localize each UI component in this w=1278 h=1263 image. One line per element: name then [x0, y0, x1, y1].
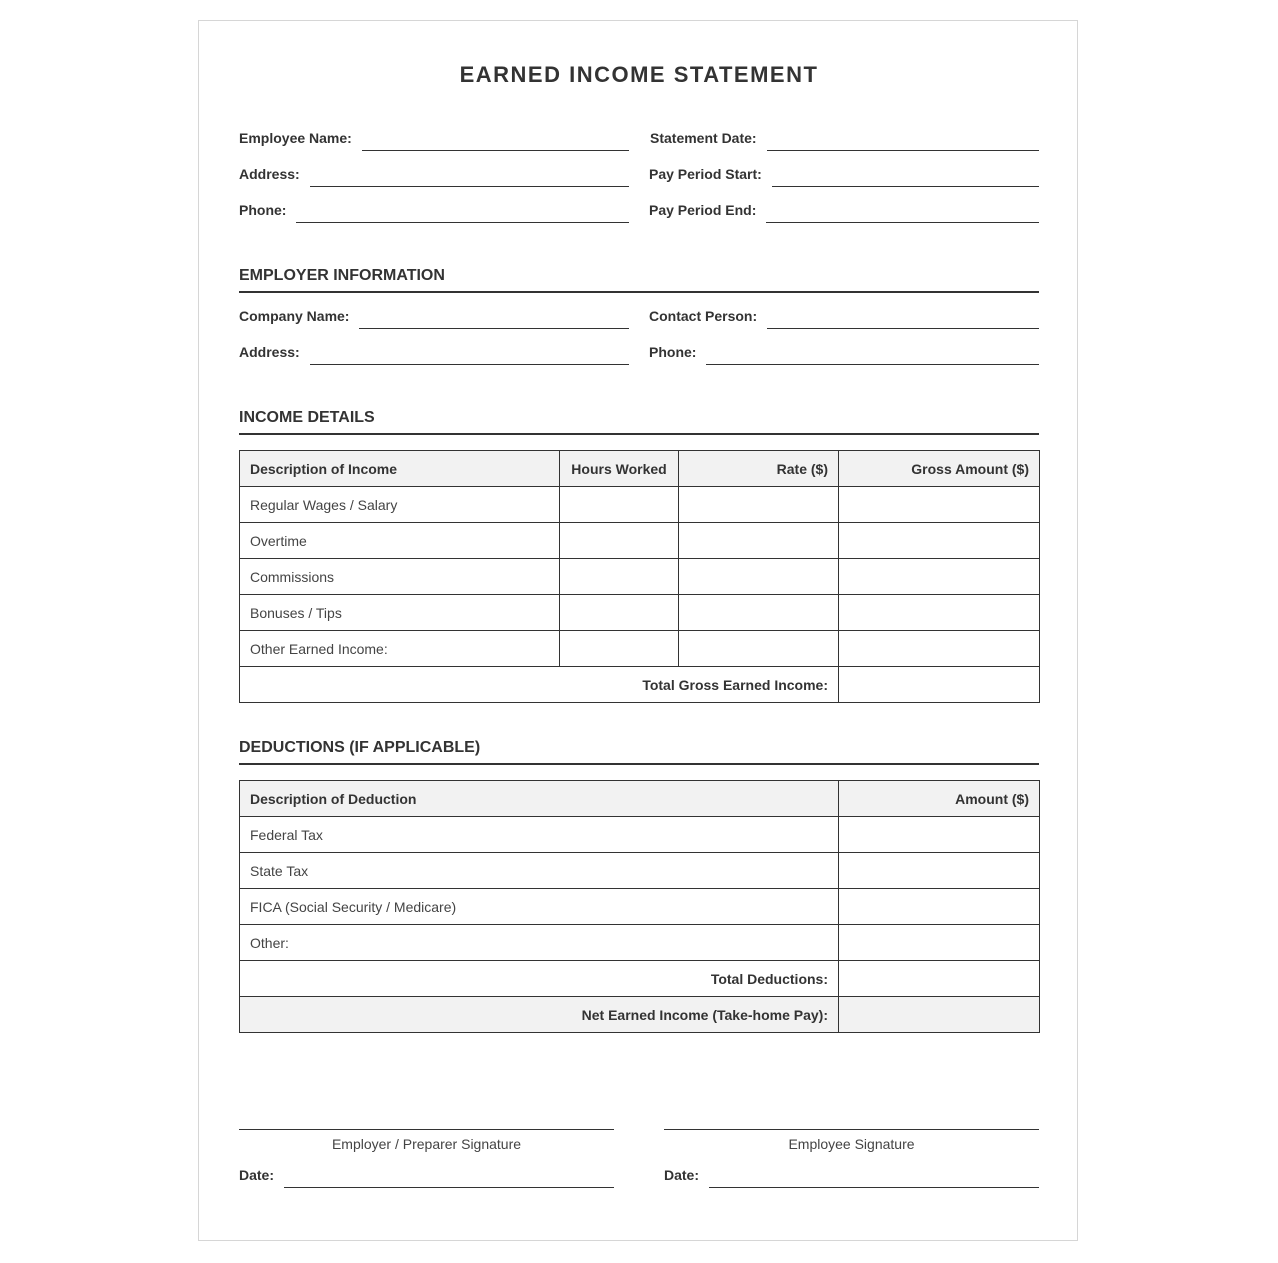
income-col-hours: Hours Worked [560, 451, 679, 487]
pay-period-end-field[interactable] [649, 199, 1039, 223]
contact-person-field[interactable] [649, 305, 1039, 329]
form-page [198, 20, 1078, 1241]
income-col-gross: Gross Amount ($) [839, 451, 1040, 487]
employer-phone-label: Phone: [649, 344, 697, 360]
deductions-col-description: Description of Deduction [240, 781, 839, 817]
employer-address-field[interactable] [239, 341, 629, 365]
table-row [240, 853, 1040, 889]
deductions-table [239, 780, 1040, 1033]
employer-address-line[interactable] [310, 341, 629, 365]
income-row-label: Other Earned Income: [240, 631, 560, 667]
hours-cell[interactable] [560, 595, 679, 631]
employee-address-line[interactable] [310, 163, 629, 187]
amount-cell[interactable] [839, 817, 1040, 853]
rate-cell[interactable] [679, 487, 839, 523]
employer-signature-line[interactable] [239, 1129, 614, 1130]
gross-cell[interactable] [839, 559, 1040, 595]
pay-period-start-field[interactable] [649, 163, 1039, 187]
gross-cell[interactable] [839, 595, 1040, 631]
statement-date-line[interactable] [767, 127, 1039, 151]
employee-signature-block [664, 1129, 1039, 1152]
hours-cell[interactable] [560, 559, 679, 595]
rate-cell[interactable] [679, 559, 839, 595]
pay-period-start-line[interactable] [772, 163, 1039, 187]
employer-phone-line[interactable] [706, 341, 1039, 365]
hours-cell[interactable] [560, 631, 679, 667]
income-row-label: Commissions [240, 559, 560, 595]
table-row [240, 487, 1040, 523]
amount-cell[interactable] [839, 853, 1040, 889]
employer-date-label: Date: [239, 1167, 275, 1183]
table-row [240, 889, 1040, 925]
income-header-row [240, 451, 1040, 487]
income-total-cell[interactable] [839, 667, 1040, 703]
income-row-label: Regular Wages / Salary [240, 487, 560, 523]
rate-cell[interactable] [679, 631, 839, 667]
deduction-row-label: Other: [240, 925, 839, 961]
income-row-label: Bonuses / Tips [240, 595, 560, 631]
contact-person-line[interactable] [767, 305, 1039, 329]
income-section-heading: INCOME DETAILS [239, 409, 1039, 435]
pay-period-end-line[interactable] [766, 199, 1039, 223]
income-total-row [240, 667, 1040, 703]
rate-cell[interactable] [679, 523, 839, 559]
table-row [240, 817, 1040, 853]
employer-signature-block [239, 1129, 614, 1152]
employee-phone-label: Phone: [239, 202, 287, 218]
deductions-total-cell[interactable] [839, 961, 1040, 997]
deductions-total-row [240, 961, 1040, 997]
employee-date-field[interactable] [664, 1164, 1039, 1188]
table-row [240, 925, 1040, 961]
company-name-label: Company Name: [239, 308, 350, 324]
deductions-total-label: Total Deductions: [240, 961, 839, 997]
employer-phone-field[interactable] [649, 341, 1039, 365]
employee-signature-label: Employee Signature [788, 1136, 915, 1152]
statement-date-field[interactable] [650, 127, 1039, 151]
deduction-row-label: FICA (Social Security / Medicare) [240, 889, 839, 925]
amount-cell[interactable] [839, 889, 1040, 925]
company-name-line[interactable] [359, 305, 629, 329]
contact-person-label: Contact Person: [649, 308, 758, 324]
gross-cell[interactable] [839, 523, 1040, 559]
deductions-col-amount: Amount ($) [839, 781, 1040, 817]
income-col-rate: Rate ($) [679, 451, 839, 487]
employee-name-label: Employee Name: [239, 130, 352, 146]
employee-address-label: Address: [239, 166, 300, 182]
table-row [240, 559, 1040, 595]
rate-cell[interactable] [679, 595, 839, 631]
net-income-row [240, 997, 1040, 1033]
net-income-label: Net Earned Income (Take-home Pay): [240, 997, 839, 1033]
form-title: EARNED INCOME STATEMENT [459, 62, 819, 87]
income-table [239, 450, 1040, 703]
hours-cell[interactable] [560, 523, 679, 559]
employee-name-line[interactable] [362, 127, 629, 151]
employer-signature-label: Employer / Preparer Signature [331, 1136, 522, 1152]
table-row [240, 523, 1040, 559]
income-row-label: Overtime [240, 523, 560, 559]
amount-cell[interactable] [839, 925, 1040, 961]
employee-phone-field[interactable] [239, 199, 629, 223]
deduction-row-label: State Tax [240, 853, 839, 889]
employer-address-label: Address: [239, 344, 300, 360]
employer-date-field[interactable] [239, 1164, 614, 1188]
gross-cell[interactable] [839, 631, 1040, 667]
company-name-field[interactable] [239, 305, 629, 329]
income-total-label: Total Gross Earned Income: [240, 667, 839, 703]
statement-date-label: Statement Date: [650, 130, 757, 146]
table-row [240, 595, 1040, 631]
pay-period-end-label: Pay Period End: [649, 202, 757, 218]
employer-date-line[interactable] [284, 1164, 614, 1188]
income-col-description: Description of Income [240, 451, 560, 487]
gross-cell[interactable] [839, 487, 1040, 523]
deductions-section-heading: DEDUCTIONS (IF APPLICABLE) [239, 739, 1039, 765]
employee-date-label: Date: [664, 1167, 700, 1183]
employee-name-field[interactable] [239, 127, 629, 151]
employee-address-field[interactable] [239, 163, 629, 187]
pay-period-start-label: Pay Period Start: [649, 166, 762, 182]
employee-phone-line[interactable] [296, 199, 629, 223]
hours-cell[interactable] [560, 487, 679, 523]
table-row [240, 631, 1040, 667]
employee-signature-line[interactable] [664, 1129, 1039, 1130]
employee-date-line[interactable] [709, 1164, 1039, 1188]
deduction-row-label: Federal Tax [240, 817, 839, 853]
employer-section-heading: EMPLOYER INFORMATION [239, 267, 1039, 293]
net-income-cell[interactable] [839, 997, 1040, 1033]
deductions-header-row [240, 781, 1040, 817]
